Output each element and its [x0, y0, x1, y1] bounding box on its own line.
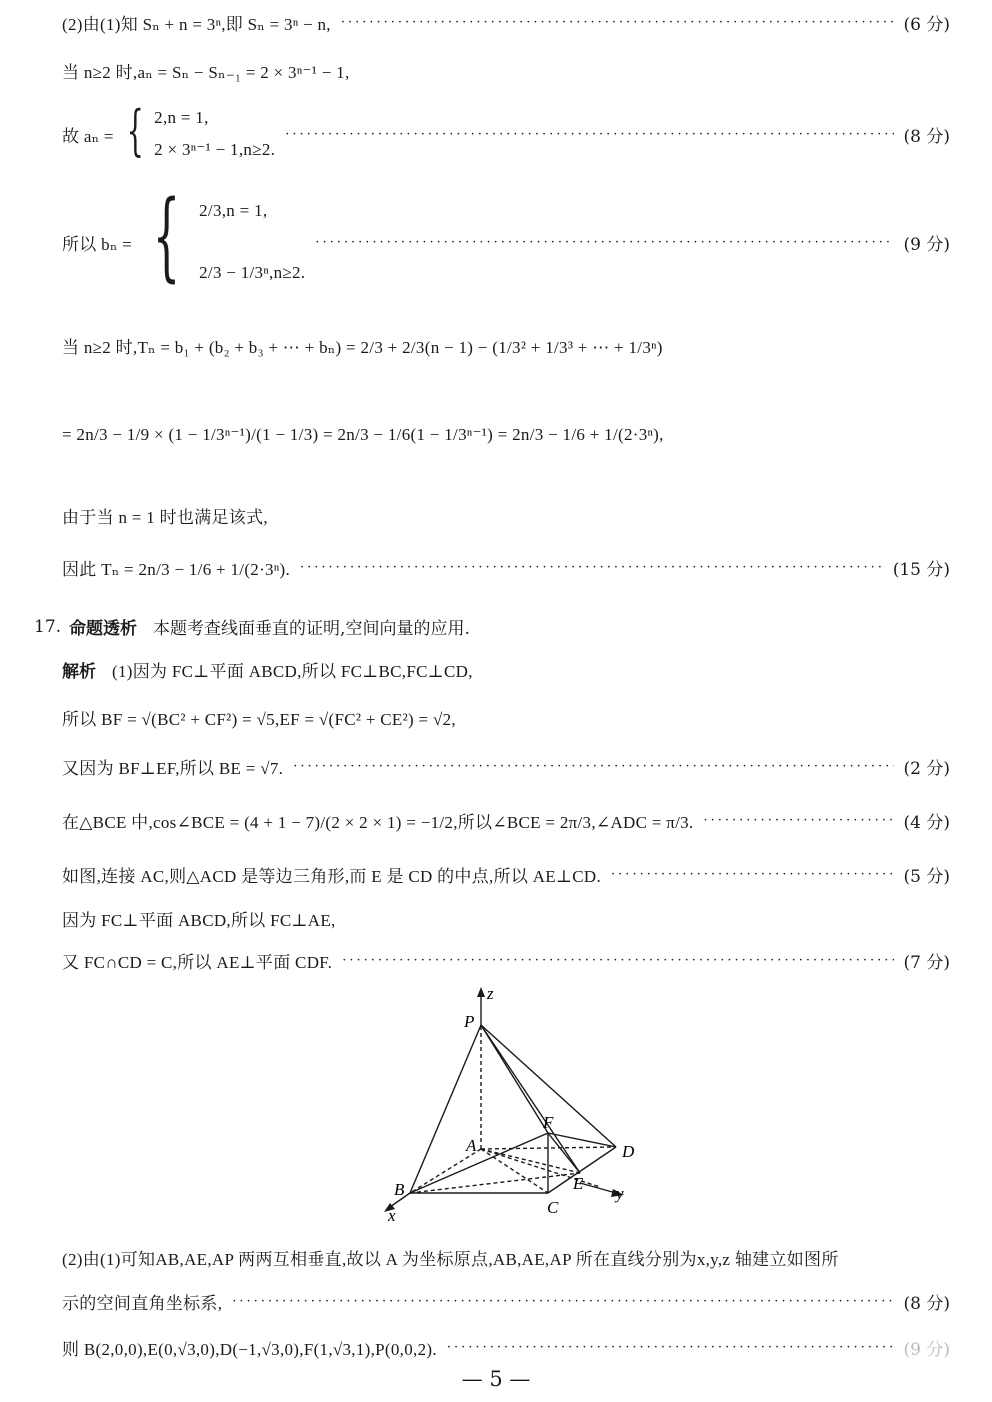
score: (5 分) [903, 867, 950, 887]
problem-number: 17. [34, 616, 62, 637]
solution-line-11 [62, 705, 950, 730]
score: (9 分) [903, 234, 950, 255]
line-text: 示的空间直角坐标系, [62, 1294, 223, 1313]
dot-leader [232, 1295, 893, 1308]
line-text: 当 n≥2 时,aₙ = Sₙ − Sₙ₋₁ = 2 × 3ⁿ⁻¹ − 1, [62, 63, 350, 82]
solution-line-18 [62, 1289, 950, 1314]
line-prefix: 故 aₙ = [62, 126, 114, 146]
line-text: 又因为 BF⊥EF,所以 BE = √7. [62, 759, 284, 778]
problem-17-heading [34, 614, 950, 639]
piecewise-cases [199, 201, 305, 283]
line-prefix: 所以 bₙ = [62, 234, 133, 254]
score: (8 分) [903, 126, 950, 147]
label-y: y [616, 1184, 624, 1203]
score: (15 分) [892, 560, 950, 580]
solution-line-15 [62, 906, 950, 931]
line-text: 因此 Tₙ = 2n/3 − 1/6 + 1/(2·3ⁿ). [62, 560, 291, 579]
solution-line-8 [62, 555, 950, 580]
edge-PE [481, 1025, 580, 1173]
dot-leader [293, 760, 893, 773]
solution-line-14 [62, 862, 950, 887]
solution-line-10 [62, 657, 950, 682]
label-A: A [466, 1136, 477, 1155]
score: (6 分) [903, 15, 950, 35]
label-x: x [388, 1206, 396, 1225]
line-text: 由于当 n = 1 时也满足该式, [62, 508, 268, 527]
left-brace: { [126, 99, 144, 162]
label-E: E [573, 1174, 584, 1193]
score: (9 分) [903, 1340, 950, 1360]
line-text: = 2n/3 − 1/9 × (1 − 1/3ⁿ⁻¹)/(1 − 1/3) = 2n/3 − 1/6(1 − 1/3ⁿ⁻¹) = 2n/3 − 1/6 + 1/(2·3ⁿ), [62, 425, 664, 444]
line-text: 当 n≥2 时,Tₙ = b₁ + (b₂ + b₃ + ⋯ + bₙ) = 2/3 + 2/3(n − 1) − (1/3² + 1/3³ + ⋯ + 1/3ⁿ) [62, 338, 663, 357]
line-text: (2)由(1)可知AB,AE,AP 两两互相垂直,故以 A 为坐标原点,AB,AE,AP 所在直线分别为x,y,z 轴建立如图所 [62, 1250, 839, 1269]
dot-leader [315, 236, 893, 249]
solution-line-16 [62, 948, 950, 973]
dot-leader [447, 1341, 894, 1354]
label-C: C [547, 1198, 559, 1217]
solution-line-17 [62, 1245, 950, 1270]
case-1: 2,n = 1, [154, 108, 209, 127]
solution-line-13 [62, 808, 950, 833]
line-text: 又 FC∩CD = C,所以 AE⊥平面 CDF. [62, 953, 333, 972]
label-P: P [464, 1012, 475, 1031]
y-axis [580, 1183, 616, 1193]
line-text: 如图,连接 AC,则△ACD 是等边三角形,而 E 是 CD 的中点,所以 AE⊥CD. [62, 867, 602, 886]
page-number: — 5 — [461, 1367, 531, 1391]
dot-leader [342, 954, 893, 967]
case-2: 2/3 − 1/3ⁿ,n≥2. [199, 263, 306, 282]
x-axis-hidden [410, 1149, 481, 1193]
solution-line-12 [62, 754, 950, 779]
line-text: (2)由(1)知 Sₙ + n = 3ⁿ,即 Sₙ = 3ⁿ − n, [62, 15, 331, 34]
solution-line-1 [62, 10, 950, 35]
line-text: 因为 FC⊥平面 ABCD,所以 FC⊥AE, [62, 911, 336, 930]
score: (8 分) [903, 1294, 950, 1314]
dot-leader [611, 868, 893, 881]
z-arrow-icon [477, 987, 485, 997]
label-F: F [543, 1113, 554, 1132]
edge-BE [410, 1173, 580, 1193]
solution-line-5 [62, 333, 950, 358]
solution-line-3 [62, 99, 950, 164]
section-label: 解析 [62, 662, 96, 682]
section-label: 命题透析 [69, 619, 138, 639]
edge-PB [410, 1025, 481, 1193]
dot-leader [285, 128, 893, 141]
dot-leader [704, 814, 894, 827]
line-text: 所以 BF = √(BC² + CF²) = √5,EF = √(FC² + CE²) = √2, [62, 710, 456, 729]
case-1: 2/3,n = 1, [199, 201, 268, 220]
solution-line-4 [62, 180, 950, 294]
solution-line-7 [62, 503, 950, 528]
edge-AC [481, 1149, 548, 1193]
score: (7 分) [903, 953, 950, 973]
dot-leader [341, 16, 894, 29]
case-2: 2 × 3ⁿ⁻¹ − 1,n≥2. [154, 140, 276, 159]
score: (2 分) [903, 759, 950, 779]
label-D: D [622, 1142, 635, 1161]
score: (4 分) [903, 813, 950, 833]
line-text: (1)因为 FC⊥平面 ABCD,所以 FC⊥BC,FC⊥CD, [112, 662, 473, 681]
line-text: 本题考查线面垂直的证明,空间向量的应用. [153, 619, 470, 639]
label-B: B [394, 1180, 405, 1199]
dot-leader [300, 561, 883, 574]
edge-AE [481, 1149, 580, 1173]
left-brace: { [152, 180, 181, 292]
solution-line-6 [62, 425, 950, 445]
label-z: z [487, 985, 494, 1003]
line-text: 在△BCE 中,cos∠BCE = (4 + 1 − 7)/(2 × 2 × 1) = −1/2,所以∠BCE = 2π/3,∠ADC = π/3. [62, 813, 694, 832]
edge-BF [410, 1133, 548, 1193]
solution-line-2 [62, 58, 950, 83]
piecewise-cases [154, 108, 275, 160]
solution-line-19 [62, 1335, 950, 1360]
line-text: 则 B(2,0,0),E(0,√3,0),D(−1,√3,0),F(1,√3,1),P(0,0,2). [62, 1340, 437, 1359]
geometry-figure [380, 985, 650, 1225]
